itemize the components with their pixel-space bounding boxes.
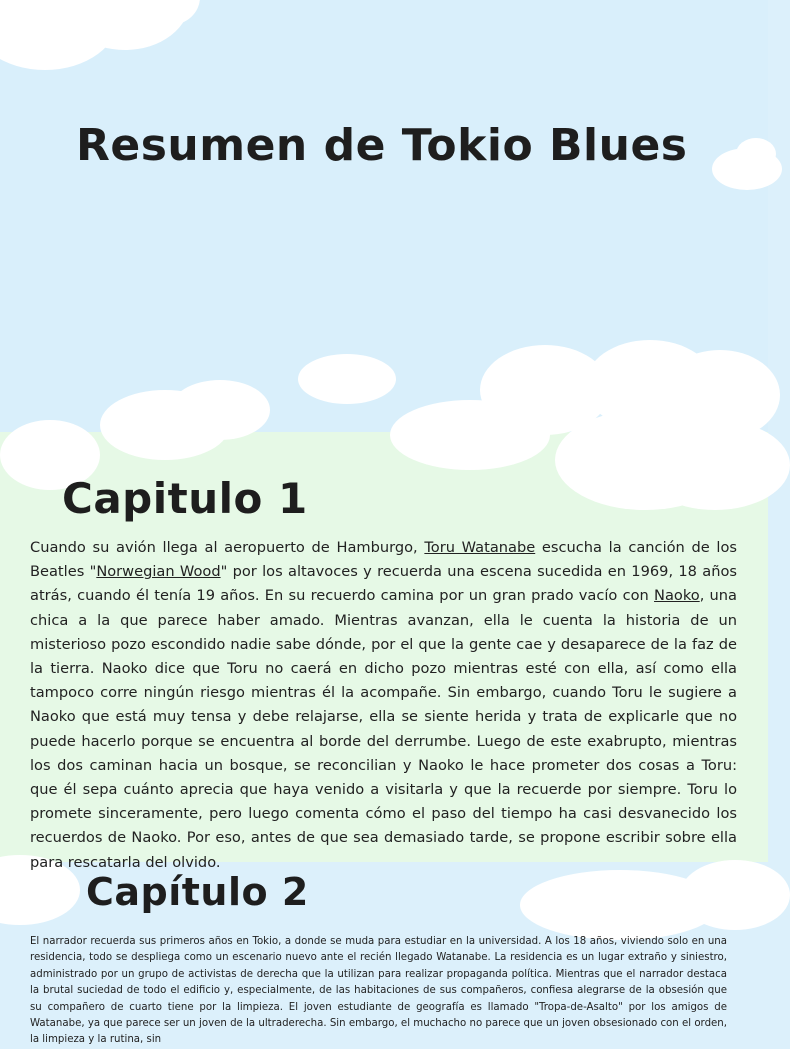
toru-watanabe-link[interactable]: Toru Watanabe bbox=[424, 539, 536, 556]
chapter-1-paragraph bbox=[30, 536, 737, 875]
chapter-1-text-part: Cuando su avión llega al aeropuerto de Hamburgo, bbox=[30, 539, 425, 556]
chapter-1-heading: Capitulo 1 bbox=[62, 474, 308, 523]
norwegian-wood-link[interactable]: Norwegian Wood bbox=[96, 563, 221, 581]
chapter-2-heading: Capítulo 2 bbox=[86, 870, 309, 914]
chapter-1-text-part: " por los altavoces y recuerda una escena sucedida en 1969, 18 años atrás, cuando él tenía 19 años. En su recuerdo camina por un gran prado vacío con bbox=[30, 563, 737, 605]
chapter-2-paragraph: El narrador recuerda sus primeros años en Tokio, a donde se muda para estudiar en la universidad. A los 18 años, viviendo solo en una residencia, todo se despliega como un escenario nuevo ante el recién llegado Watanabe. La residencia es un lugar extraño y siniestro, administrado por un grupo de activistas de derecha que la utilizan para realizar propaganda política. Mientras que el narrador destaca la brutal suciedad de todo el edificio y, especialmente, de las habitaciones de sus compañeros, confiesa alegrarse de la obsesión que su compañero de cuarto tiene por la limpieza. El joven estudiante de geografía es llamado "Tropa-de-Asalto" por los amigos de Watanabe, ya que parece ser un joven de la ultraderecha. Sin embargo, el muchacho no parece que un joven obsesionado con el orden, la limpieza y la rutina, sin bbox=[30, 936, 727, 1046]
naoko-link[interactable]: Naoko bbox=[654, 587, 700, 605]
page-title: Resumen de Tokio Blues bbox=[76, 120, 688, 171]
chapter-1-text-part: escucha la canción de los Beatles " bbox=[30, 539, 737, 581]
chapter-1-text-part: , una chica a la que parece haber amado. Mientras avanzan, ella le cuenta la historia de un misterioso pozo escondido nadie sabe dónde, por el que la gente cae y desaparece de la faz de la tierra. Naoko dice que Toru no caerá en dicho pozo mientras esté con ella, así como ella tampoco corre ningún riesgo mientras él la acompañe. Sin embargo, cuando Toru le sugiere a Naoko que está muy tensa y debe relajarse, ella se siente herida y trata de explicarle que no puede hacerlo porque se encuentra al borde del derrumbe. Luego de este exabrupto, mientras los dos caminan hacia un bosque, se reconcilian y Naoko le hace prometer dos cosas a Toru: que él sepa cuánto aprecia que haya venido a visitarla y que la recuerde por siempre. Toru lo promete sinceramente, pero luego comenta cómo el paso del tiempo ha casi desvanecido los recuerdos de Naoko. Por eso, antes de que sea demasiado tarde, se propone escribir sobre ella para rescatarla del olvido. bbox=[30, 587, 737, 871]
